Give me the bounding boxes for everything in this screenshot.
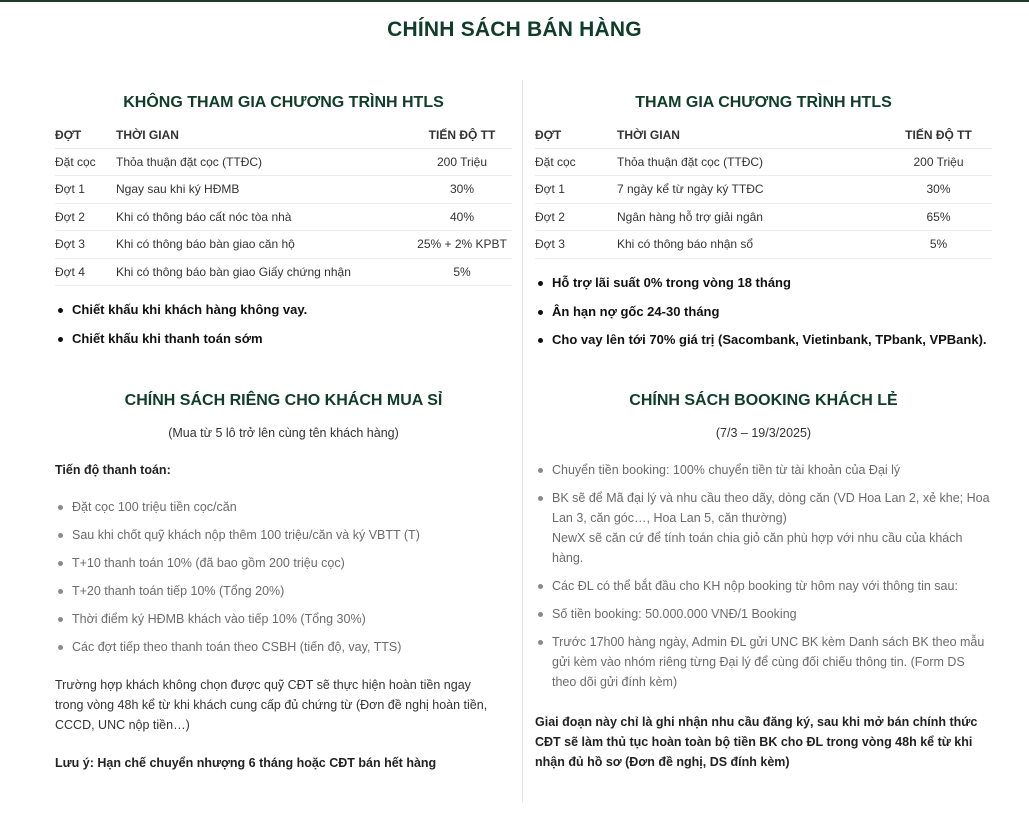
refund-note: Trường hợp khách không chọn được quỹ CĐT sẽ thực hiện hoàn tiền ngay trong vòng 48h kể từ khi khách cung cấp đủ chứng từ (Đơn đề nghị hoàn tiền, CCCD, UNC nộp tiền…) <box>55 678 488 732</box>
list-item: Thời điểm ký HĐMB khách vào tiếp 10% (Tổng 30%) <box>55 609 512 629</box>
wholesale-payment-list <box>55 497 512 665</box>
table-row <box>535 203 992 231</box>
table-row <box>55 231 512 259</box>
section-title-no-htls: KHÔNG THAM GIA CHƯƠNG TRÌNH HTLS <box>123 94 444 111</box>
cell-stage: Đặt cọc <box>55 148 116 176</box>
progress-heading: Tiến độ thanh toán: <box>55 463 171 477</box>
cell-progress: 5% <box>885 231 992 259</box>
cell-time: Thỏa thuận đặt cọc (TTĐC) <box>617 148 885 176</box>
section-subtitle-wholesale: (Mua từ 5 lô trở lên cùng tên khách hàng) <box>168 426 399 440</box>
cell-stage: Đợt 3 <box>55 231 116 259</box>
cell-stage: Đợt 2 <box>535 203 617 231</box>
list-item: Trước 17h00 hàng ngày, Admin ĐL gửi UNC BK kèm Danh sách BK theo mẫu gửi kèm vào nhóm riêng từng Đại lý để cùng đối chiếu thông tin. (Form DS theo dõi gửi đính kèm) <box>535 632 992 692</box>
table-row <box>535 176 992 204</box>
cell-time: Khi có thông báo bàn giao căn hộ <box>116 231 412 259</box>
table-row <box>55 176 512 204</box>
section-subtitle-booking: (7/3 – 19/3/2025) <box>715 426 812 440</box>
cell-progress: 5% <box>412 258 512 286</box>
payment-table-no-htls <box>55 123 512 286</box>
section-title-booking: CHÍNH SÁCH BOOKING KHÁCH LẺ <box>629 392 898 409</box>
cell-time: Khi có thông báo nhận sổ <box>617 231 885 259</box>
cell-time: Khi có thông báo cất nóc tòa nhà <box>116 203 412 231</box>
cell-stage: Đặt cọc <box>535 148 617 176</box>
cell-time: Ngân hàng hỗ trợ giải ngân <box>617 203 885 231</box>
discount-list <box>55 302 512 359</box>
transfer-caution: Lưu ý: Hạn chế chuyển nhượng 6 tháng hoặc CĐT bán hết hàng <box>55 756 437 770</box>
cell-stage: Đợt 1 <box>55 176 116 204</box>
list-item: Chuyển tiền booking: 100% chuyển tiền từ tài khoản của Đại lý <box>535 460 992 480</box>
booking-list <box>535 460 992 700</box>
payment-table-htls <box>535 123 992 259</box>
list-item: Đặt cọc 100 triệu tiền cọc/căn <box>55 497 512 517</box>
cell-progress: 200 Triệu <box>412 148 512 176</box>
header-time: THỜI GIAN <box>116 123 412 148</box>
cell-time: Ngay sau khi ký HĐMB <box>116 176 412 204</box>
list-item: BK sẽ để Mã đại lý và nhu cầu theo dãy, dòng căn (VD Hoa Lan 2, xẻ khe; Hoa Lan 3, căn góc…, Hoa Lan 5, căn thường) NewX sẽ căn cứ để tính toán chia giỏ căn phù hợp với nhu cầu của khách hàng. <box>535 488 992 568</box>
cell-stage: Đợt 4 <box>55 258 116 286</box>
booking-closing-note: Giai đoạn này chỉ là ghi nhận nhu cầu đăng ký, sau khi mở bán chính thức CĐT sẽ làm thủ tục hoàn toàn bộ tiền BK cho ĐL trong vòng 48h kể từ khi nhận đủ hồ sơ (Đơn đề nghị, DS đính kèm) <box>535 715 978 769</box>
table-row <box>55 203 512 231</box>
cell-progress: 30% <box>412 176 512 204</box>
cell-time: Thỏa thuận đặt cọc (TTĐC) <box>116 148 412 176</box>
header-time: THỜI GIAN <box>617 123 885 148</box>
list-item: Các đợt tiếp theo thanh toán theo CSBH (tiến độ, vay, TTS) <box>55 637 512 657</box>
cell-stage: Đợt 1 <box>535 176 617 204</box>
cell-time: 7 ngày kể từ ngày ký TTĐC <box>617 176 885 204</box>
loan-support-list <box>535 275 992 361</box>
cell-progress: 65% <box>885 203 992 231</box>
header-dot: ĐỢT <box>55 123 116 148</box>
cell-time: Khi có thông báo bàn giao Giấy chứng nhận <box>116 258 412 286</box>
list-item: Hỗ trợ lãi suất 0% trong vòng 18 tháng <box>535 275 992 304</box>
list-item: T+20 thanh toán tiếp 10% (Tổng 20%) <box>55 581 512 601</box>
list-item: Số tiền booking: 50.000.000 VNĐ/1 Booking <box>535 604 992 624</box>
cell-progress: 30% <box>885 176 992 204</box>
page-title: CHÍNH SÁCH BÁN HÀNG <box>387 18 642 41</box>
header-progress: TIẾN ĐỘ TT <box>412 123 512 148</box>
table-header-row <box>535 123 992 148</box>
table-row <box>55 258 512 286</box>
cell-stage: Đợt 2 <box>55 203 116 231</box>
top-border-line <box>0 0 1029 2</box>
cell-stage: Đợt 3 <box>535 231 617 259</box>
list-item: Ân hạn nợ gốc 24-30 tháng <box>535 304 992 333</box>
table-row <box>535 231 992 259</box>
header-dot: ĐỢT <box>535 123 617 148</box>
list-item: Sau khi chốt quỹ khách nộp thêm 100 triệu/căn và ký VBTT (T) <box>55 525 512 545</box>
list-item: T+10 thanh toán 10% (đã bao gồm 200 triệu cọc) <box>55 553 512 573</box>
header-progress: TIẾN ĐỘ TT <box>885 123 992 148</box>
list-item: Cho vay lên tới 70% giá trị (Sacombank, Vietinbank, TPbank, VPBank). <box>535 332 992 361</box>
list-item: Chiết khấu khi thanh toán sớm <box>55 331 512 360</box>
table-row <box>55 148 512 176</box>
list-item: Các ĐL có thể bắt đầu cho KH nộp booking từ hôm nay với thông tin sau: <box>535 576 992 596</box>
section-title-wholesale: CHÍNH SÁCH RIÊNG CHO KHÁCH MUA SỈ <box>124 392 443 409</box>
list-item: Chiết khấu khi khách hàng không vay. <box>55 302 512 331</box>
cell-progress: 40% <box>412 203 512 231</box>
section-title-htls: THAM GIA CHƯƠNG TRÌNH HTLS <box>635 94 892 111</box>
column-divider <box>522 80 523 802</box>
cell-progress: 25% + 2% KPBT <box>412 231 512 259</box>
table-row <box>535 148 992 176</box>
cell-progress: 200 Triệu <box>885 148 992 176</box>
table-header-row <box>55 123 512 148</box>
